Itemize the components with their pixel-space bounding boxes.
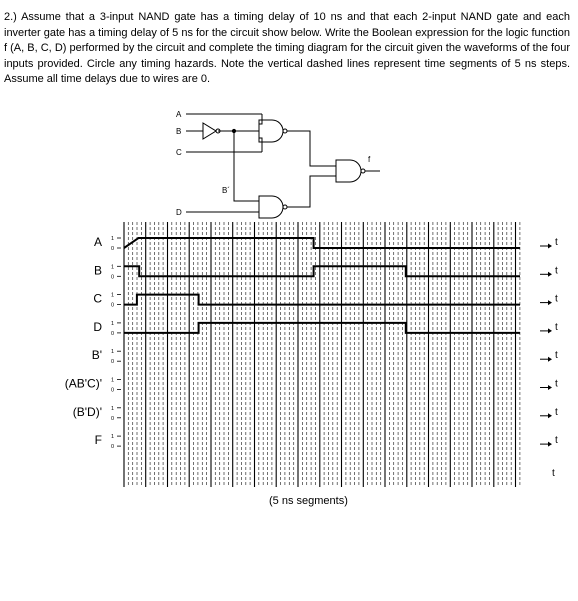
question-body: 2.) Assume that a 3-input NAND gate has a timing delay of 10 ns and that each 2-input NAND gate and each inverter gate has a timing delay of 5 ns for the circuit show below. Write the Boolean expression for the logic function f (A, B, C, D) performed by the circuit and complete the timing diagram for the circuit given the waveforms of the four inputs provided. Circle any timing hazards. Note the vertical dashed lines represent time segments of 5 ns steps. Assume all time delays due to wires are 0. bbox=[4, 11, 570, 86]
circuit-label-a: A bbox=[176, 110, 182, 119]
nand2-lower-gate bbox=[259, 196, 283, 218]
circuit-label-f: f bbox=[368, 155, 371, 164]
timing-grid bbox=[124, 222, 520, 487]
time-arrow-head bbox=[548, 272, 552, 277]
signal-name: B bbox=[93, 263, 102, 278]
time-axis-t-bottom: t bbox=[552, 468, 555, 479]
wire-nand3-out bbox=[287, 131, 336, 166]
waveform bbox=[124, 266, 520, 276]
junction-dot bbox=[232, 129, 235, 132]
timing-row bbox=[94, 235, 558, 252]
wire-b-prime-branch bbox=[234, 131, 259, 201]
level-high-label: 1 bbox=[111, 264, 115, 271]
level-high-label: 1 bbox=[111, 236, 115, 242]
time-axis-t: t bbox=[555, 350, 558, 362]
signal-name: A bbox=[93, 235, 102, 249]
time-arrow-head bbox=[548, 413, 552, 418]
time-arrow-head bbox=[548, 385, 552, 390]
waveform bbox=[124, 323, 520, 333]
time-axis-t: t bbox=[555, 321, 558, 333]
level-low-label: 0 bbox=[111, 444, 115, 451]
level-high-label: 1 bbox=[111, 349, 115, 356]
circuit-label-b-prime: B´ bbox=[222, 186, 230, 195]
signal-name: B' bbox=[91, 348, 102, 363]
level-low-label: 0 bbox=[111, 302, 115, 309]
time-arrow-head bbox=[548, 328, 552, 333]
time-axis-t: t bbox=[555, 265, 558, 277]
circuit-labels bbox=[176, 110, 371, 217]
level-low-label: 0 bbox=[111, 387, 115, 394]
time-axis-t: t bbox=[555, 378, 558, 390]
time-axis-t: t bbox=[555, 435, 558, 447]
circuit-label-b: B bbox=[176, 127, 182, 136]
inverter-gate bbox=[203, 123, 216, 139]
nand3-gate bbox=[259, 120, 283, 142]
level-low-label: 0 bbox=[111, 359, 115, 366]
circuit-label-d: D bbox=[176, 208, 182, 217]
nand2-output-gate bbox=[336, 160, 361, 182]
time-axis-t: t bbox=[555, 293, 558, 305]
level-high-label: 1 bbox=[111, 377, 115, 384]
signal-name: (B'D)' bbox=[72, 404, 102, 419]
time-arrow-head bbox=[548, 300, 552, 305]
timing-row bbox=[93, 292, 558, 309]
signal-name: (AB'C)' bbox=[64, 376, 102, 391]
level-low-label: 0 bbox=[111, 330, 115, 337]
time-axis-t: t bbox=[555, 237, 558, 248]
waveform bbox=[124, 295, 520, 305]
signal-name: C bbox=[93, 291, 102, 306]
timing-row bbox=[94, 263, 558, 280]
level-high-label: 1 bbox=[111, 434, 115, 441]
waveform bbox=[124, 238, 520, 248]
level-high-label: 1 bbox=[111, 405, 115, 412]
level-low-label: 0 bbox=[111, 246, 115, 252]
nand3-bubble bbox=[283, 129, 287, 133]
circuit-diagram bbox=[186, 114, 380, 218]
signal-name: F bbox=[94, 433, 102, 448]
timing-row bbox=[92, 348, 558, 365]
level-high-label: 1 bbox=[111, 292, 115, 299]
time-axis-t: t bbox=[555, 406, 558, 418]
signal-name: D bbox=[93, 319, 102, 334]
time-arrow-head bbox=[548, 357, 552, 362]
nand2-lower-bubble bbox=[283, 205, 287, 209]
timing-row bbox=[95, 433, 558, 450]
level-low-label: 0 bbox=[111, 274, 115, 281]
time-arrow-head bbox=[548, 244, 552, 249]
time-arrow-head bbox=[548, 442, 552, 447]
circuit-label-c: C bbox=[176, 148, 182, 157]
level-high-label: 1 bbox=[111, 320, 115, 327]
nand2-output-bubble bbox=[361, 169, 365, 173]
wire-nand2-out bbox=[287, 176, 336, 207]
timing-caption: (5 ns segments) bbox=[269, 495, 348, 507]
level-low-label: 0 bbox=[111, 415, 115, 422]
